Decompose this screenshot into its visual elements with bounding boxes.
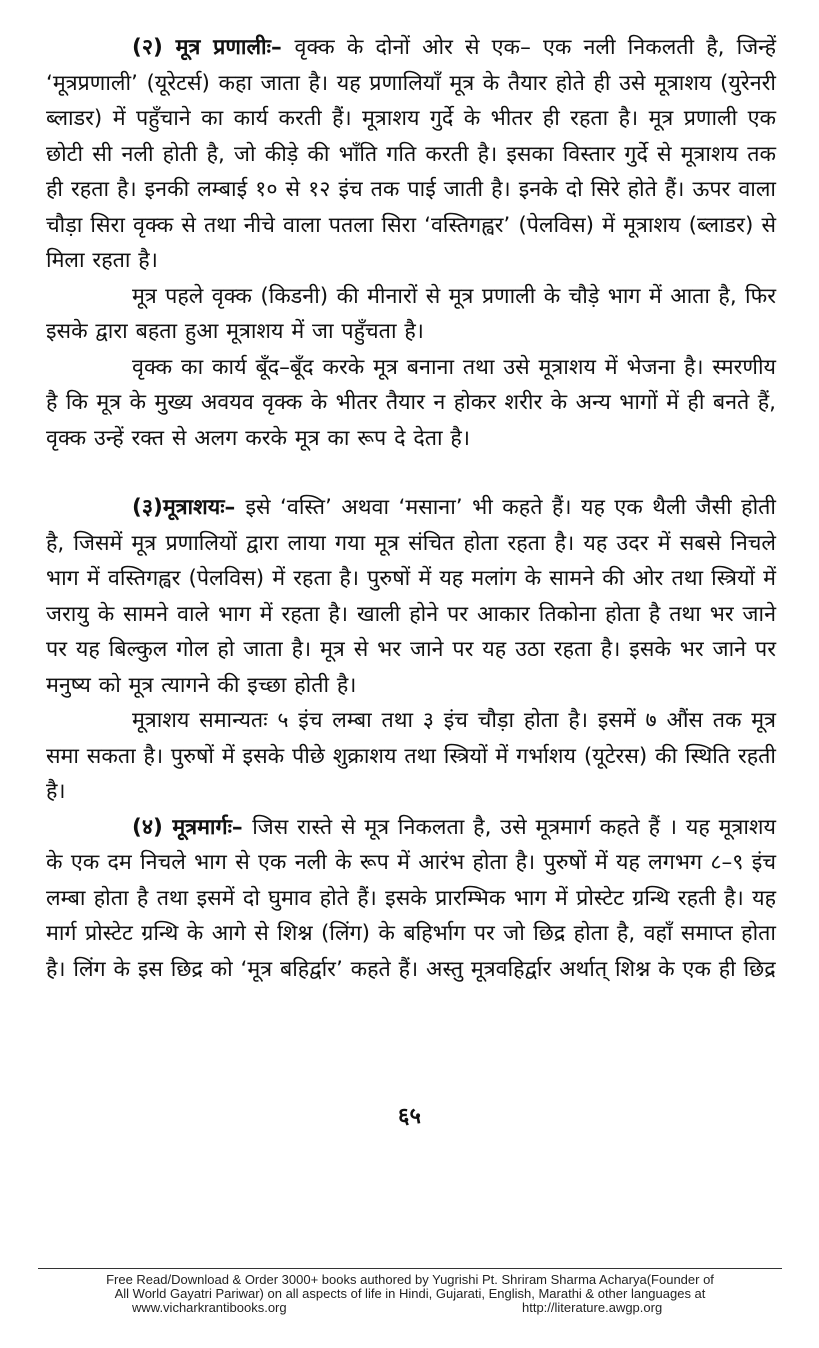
paragraph-urinary-ducts xyxy=(46,30,776,279)
paragraph-text: मूत्राशय समान्यतः ५ इंच लम्बा तथा ३ इंच चौड़ा होता है। इसमें ७ औंस तक मूत्र समा सकता है। पुरुषों में इसके पीछे शुक्राशय तथा स्त्रियों में गर्भाशय (यूटेरस) की स्थिति रहती है। xyxy=(46,708,776,804)
footer-link-vicharkranti[interactable]: www.vicharkrantibooks.org xyxy=(132,1300,287,1315)
paragraph-text: इसे ‘वस्ति’ अथवा ‘मसाना’ भी कहते हैं। यह एक थैली जैसी होती है, जिसमें मूत्र प्रणालियों द्वारा लाया गया मूत्र संचित होता रहता है। यह उदर में सबसे निचले भाग में वस्तिगह्वर (पेलविस) में रहता है। पुरुषों में यह मलांग के सामने की ओर तथा स्त्रियों में जरायु के सामने वाले भाग में रहता है। खाली होने पर आकार तिकोना होता है तथा भर जाने पर यह बिल्कुल गोल हो जाता है। मूत्र से भर जाने पर यह उठा रहता है। इसके भर जाने पर मनुष्य को मूत्र त्यागने की इच्छा होती है। xyxy=(46,495,776,698)
paragraph-text: वृक्क का कार्य बूँद–बूँद करके मूत्र बनाना तथा उसे मूत्राशय में भेजना है। स्मरणीय है कि मूत्र के मुख्य अवयव वृक्क के भीतर तैयार न होकर शरीर के अन्य भागों में ही बनते हैं, वृक्क उन्हें रक्त से अलग करके मूत्र का रूप दे देता है। xyxy=(46,354,776,451)
paragraph-text: मूत्र पहले वृक्क (किडनी) की मीनारों से मूत्र प्रणाली के चौड़े भाग में आता है, फिर इसके द्वारा बहता हुआ मूत्राशय में जा पहुँचता है। xyxy=(46,283,776,344)
paragraph-kidney-function xyxy=(46,350,776,457)
footer-link-awgp[interactable]: http://literature.awgp.org xyxy=(522,1300,663,1315)
footer-links xyxy=(38,1301,782,1316)
paragraph-text: वृक्क के दोनों ओर से एक– एक नली निकलती है, जिन्हें ‘मूत्रप्रणाली’ (यूरेटर्स) कहा जाता है। यह प्रणालियाँ मूत्र के तैयार होते ही उसे मूत्राशय (युरेनरी ब्लाडर) में पहुँचाने का कार्य करती हैं। मूत्राशय गुर्दे के भीतर ही रहता है। मूत्र प्रणाली एक छोटी सी नली होती है, जो कीड़े की भाँति गति करती है। इसका विस्तार गुर्दे से मूत्राशय तक ही रहता है। इनकी लम्बाई १० से १२ इंच तक पाई जाती है। इनके दो सिरे होते हैं। ऊपर वाला चौड़ा सिरा वृक्क से तथा नीचे वाला पतला सिरा ‘वस्तिगह्वर’ (पेलविस) में मूत्राशय (ब्लाडर) से मिला रहता है। xyxy=(46,35,776,273)
page-number: ६५ xyxy=(398,1104,421,1129)
paragraph-urethra xyxy=(46,810,776,988)
section-heading-urethra: (४) मूत्रमार्गः– xyxy=(132,814,253,840)
paragraph-bladder-size xyxy=(46,703,776,810)
paragraph-bladder xyxy=(46,490,776,703)
footer-line-1: Free Read/Download & Order 3000+ books authored by Yugrishi Pt. Shriram Sharma Acharya(Founder of xyxy=(106,1272,714,1287)
page-body xyxy=(46,30,776,987)
footer xyxy=(38,1268,782,1316)
footer-line-2: All World Gayatri Pariwar) on all aspects of life in Hindi, Gujarati, English, Marathi & other languages at xyxy=(114,1286,706,1301)
section-heading-ureters: (२) मूत्र प्रणालीः– xyxy=(132,35,295,60)
paragraph-urine-flow xyxy=(46,279,776,350)
section-heading-bladder: (३)मूत्राशयः– xyxy=(132,495,246,520)
paragraph-text: जिस रास्ते से मूत्र निकलता है, उसे मूत्रमार्ग कहते हैं । यह मूत्राशय के एक दम निचले भाग से एक नली के रूप में आरंभ होता है। पुरुषों में यह लगभग ८–९ इंच लम्बा होता है तथा इसमें दो घुमाव होते हैं। इसके प्रारम्भिक भाग में प्रोस्टेट ग्रन्थि रहती है। यह मार्ग प्रोस्टेट ग्रन्थि के आगे से शिश्न (लिंग) के बहिर्भाग पर जो छिद्र होता है, वहाँ समाप्त होता है। लिंग के इस छिद्र को ‘मूत्र बहिर्द्वार’ कहते हैं। अस्तु मूत्रवहिर्द्वार अर्थात् शिश्न के एक ही छिद्र xyxy=(46,814,777,982)
